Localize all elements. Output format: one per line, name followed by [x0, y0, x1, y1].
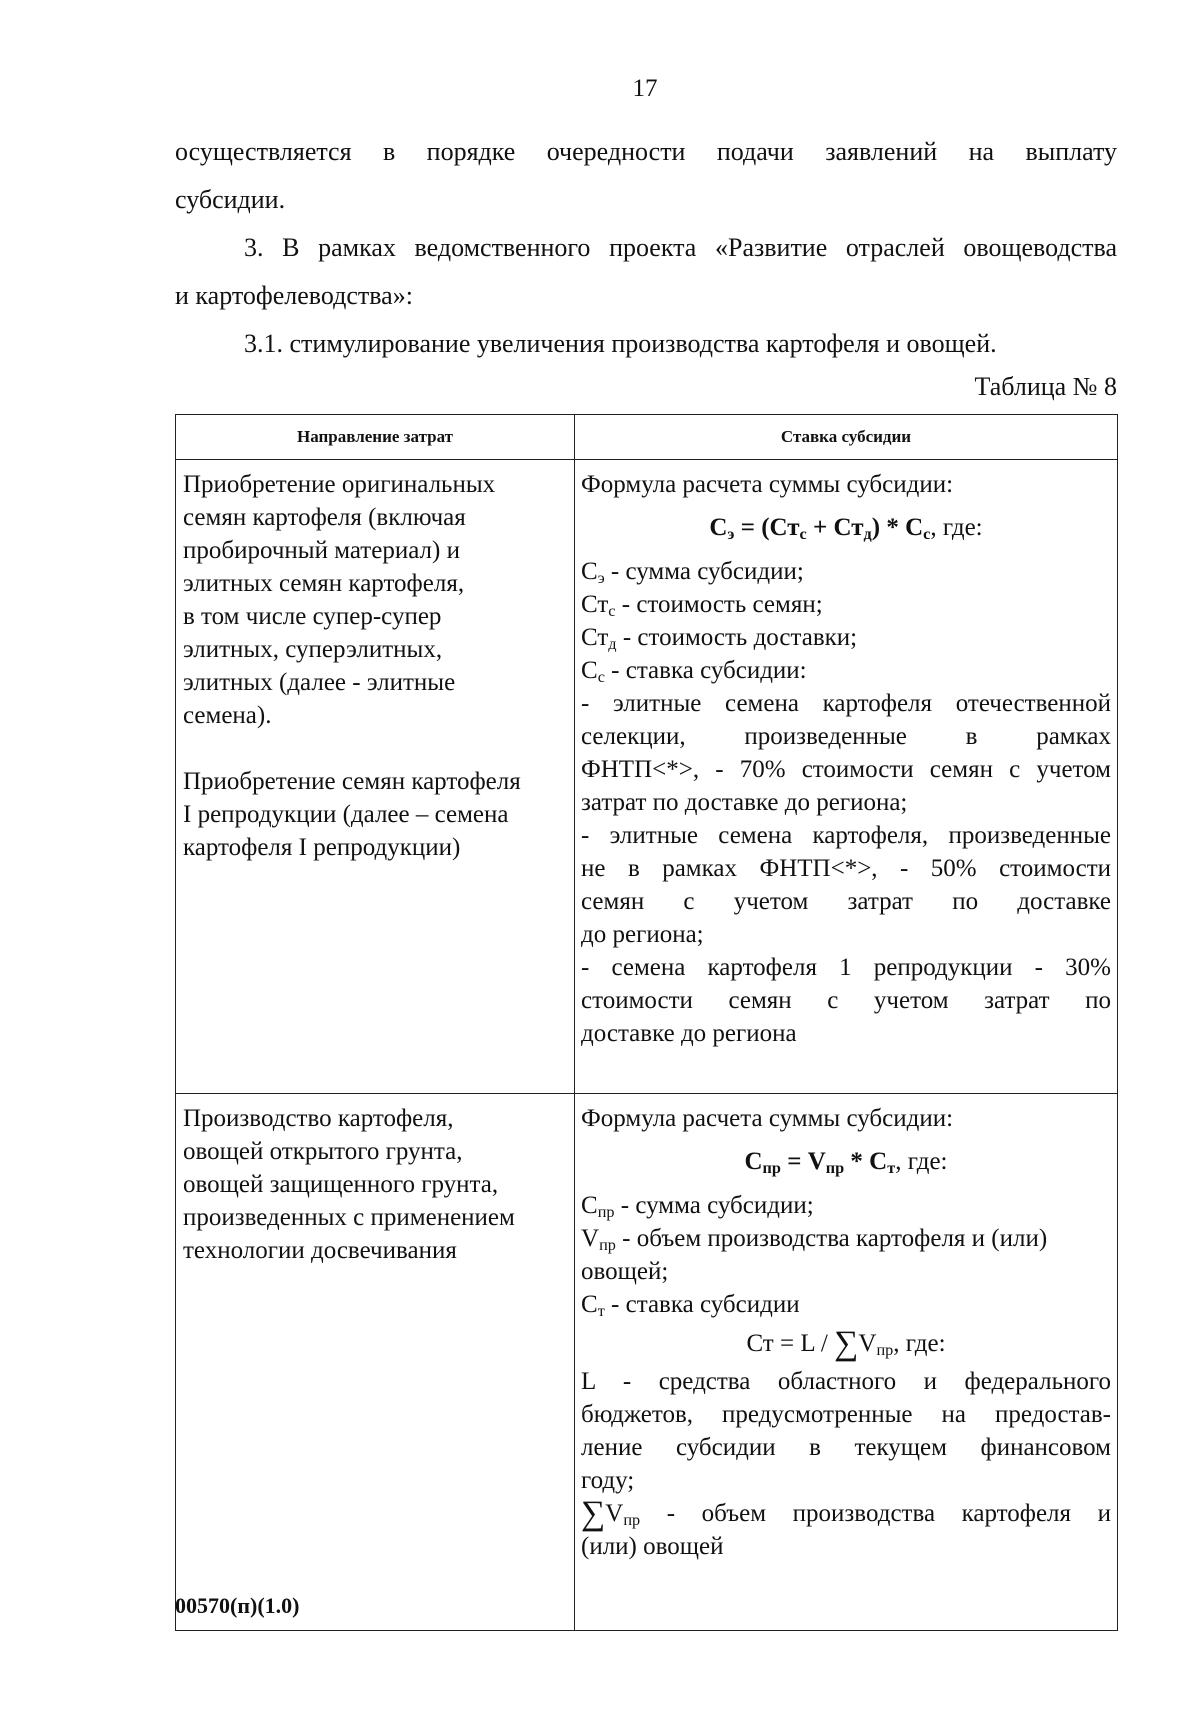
variable-definition: $С_с$ - ставка субсидии: [581, 657, 807, 686]
header-cost-direction: Направление затрат [176, 415, 575, 460]
cell-line: бюджетов, предусмотренные на предостав- [581, 1401, 1111, 1428]
cell-line: затрат по доставке до региона; [581, 789, 908, 816]
cell-line: году; [581, 1467, 635, 1494]
cell-line: элитных (далее - элитные [183, 669, 456, 696]
table-caption: Таблица № 8 [974, 372, 1117, 401]
cell-line: семена). [183, 702, 272, 729]
paragraph-line: субсидии. [175, 185, 286, 214]
cell-line: ление субсидии в текущем финансовом [581, 1434, 1111, 1461]
cell-line: Приобретение семян картофеля [183, 768, 521, 795]
cell-line: технологии досвечивания [183, 1237, 457, 1264]
cell-line: не в рамках ФНТП<*>, - 50% стоимости [581, 855, 1111, 882]
variable-definition: $С_э$ - сумма субсидии; [581, 558, 804, 587]
cell-line: L - средства областного и федерального [581, 1368, 1111, 1395]
table-row [176, 1094, 1118, 1631]
variable-definition: $Ст_с$ - стоимость семян; [581, 591, 823, 620]
cell-line: элитных семян картофеля, [183, 570, 465, 597]
cell-line: селекции, произведенные в рамках [581, 723, 1111, 750]
paragraph-line: 3.1. стимулирование увеличения производства картофеля и овощей. [244, 329, 997, 358]
formula-rate: Ст = L / $\sum V_{пр}$, где: [746, 1325, 946, 1362]
paragraph-line: 3. В рамках ведомственного проекта «Развитие отраслей овощеводства [244, 233, 1117, 262]
paragraph-line: осуществляется в порядке очередности подачи заявлений на выплату [175, 137, 1117, 166]
formula-seed-subsidy: $С_э = (Ст_с + Ст_д) * С_с$, где: [709, 514, 983, 543]
subsidy-rate-cell [575, 460, 1118, 1094]
cell-line: стоимости семян с учетом затрат по [581, 987, 1111, 1014]
cell-line: - элитные семена картофеля, произведенные [581, 822, 1111, 849]
sum-symbol: ∑ [834, 1325, 859, 1362]
cell-line: Приобретение оригинальных [183, 471, 496, 498]
sum-symbol: ∑ [581, 1495, 606, 1532]
page-number: 17 [632, 75, 658, 102]
variable-definition: $\sum V_{пр}$ - объем производства картофеля и [581, 1495, 1111, 1532]
formula-production-subsidy: $С_{пр} = V_{пр} * С_т$, где: [744, 1148, 948, 1177]
cell-line: - элитные семена картофеля отечественной [581, 690, 1111, 717]
variable-definition: $С_{пр}$ - сумма субсидии; [581, 1192, 814, 1221]
paragraph-line: и картофелеводства»: [175, 281, 413, 310]
variable-definition: $V_{пр}$ - объем производства картофеля и (или) [581, 1225, 1048, 1254]
cell-line: овощей защищенного грунта, [183, 1171, 499, 1198]
cell-line: семян картофеля (включая [183, 504, 466, 531]
variable-definition: овощей; [581, 1258, 669, 1285]
variable-definition: $С_т$ - ставка субсидии [581, 1291, 800, 1320]
cost-direction-cell [176, 460, 575, 1094]
variable-definition: (или) овощей [581, 1533, 724, 1560]
cell-line: ФНТП<*>, - 70% стоимости семян с учетом [581, 756, 1111, 783]
cell-line: доставке до региона [581, 1020, 797, 1047]
cell-line: картофеля I репродукции) [183, 834, 461, 861]
document-code: 00570(п)(1.0) [175, 1593, 300, 1618]
cell-line: пробирочный материал) и [183, 537, 460, 564]
cell-line: до региона; [581, 921, 704, 948]
subsidy-rate-cell [575, 1094, 1118, 1631]
cell-line: элитных, суперэлитных, [183, 636, 443, 663]
rate-lines [581, 687, 1111, 1050]
variable-definition: $Ст_д$ - стоимость доставки; [581, 624, 858, 653]
formula-intro: Формула расчета суммы субсидии: [581, 1105, 954, 1132]
cell-line: семян с учетом затрат по доставке [581, 888, 1111, 915]
header-subsidy-rate: Ставка субсидии [575, 415, 1118, 460]
table-row [176, 460, 1118, 1094]
cell-line: в том числе супер-супер [183, 603, 442, 630]
cell-line: - семена картофеля 1 репродукции - 30% [581, 954, 1111, 981]
cost-direction-cell [176, 1094, 575, 1631]
cell-line: I репродукции (далее – семена [183, 801, 509, 828]
formula-intro: Формула расчета суммы субсидии: [581, 471, 954, 498]
cell-line: овощей открытого грунта, [183, 1138, 463, 1165]
subsidy-table [175, 414, 1118, 1631]
cell-line: произведенных с применением [183, 1204, 515, 1231]
l-definition [581, 1365, 1111, 1497]
cell-line: Производство картофеля, [183, 1105, 454, 1132]
